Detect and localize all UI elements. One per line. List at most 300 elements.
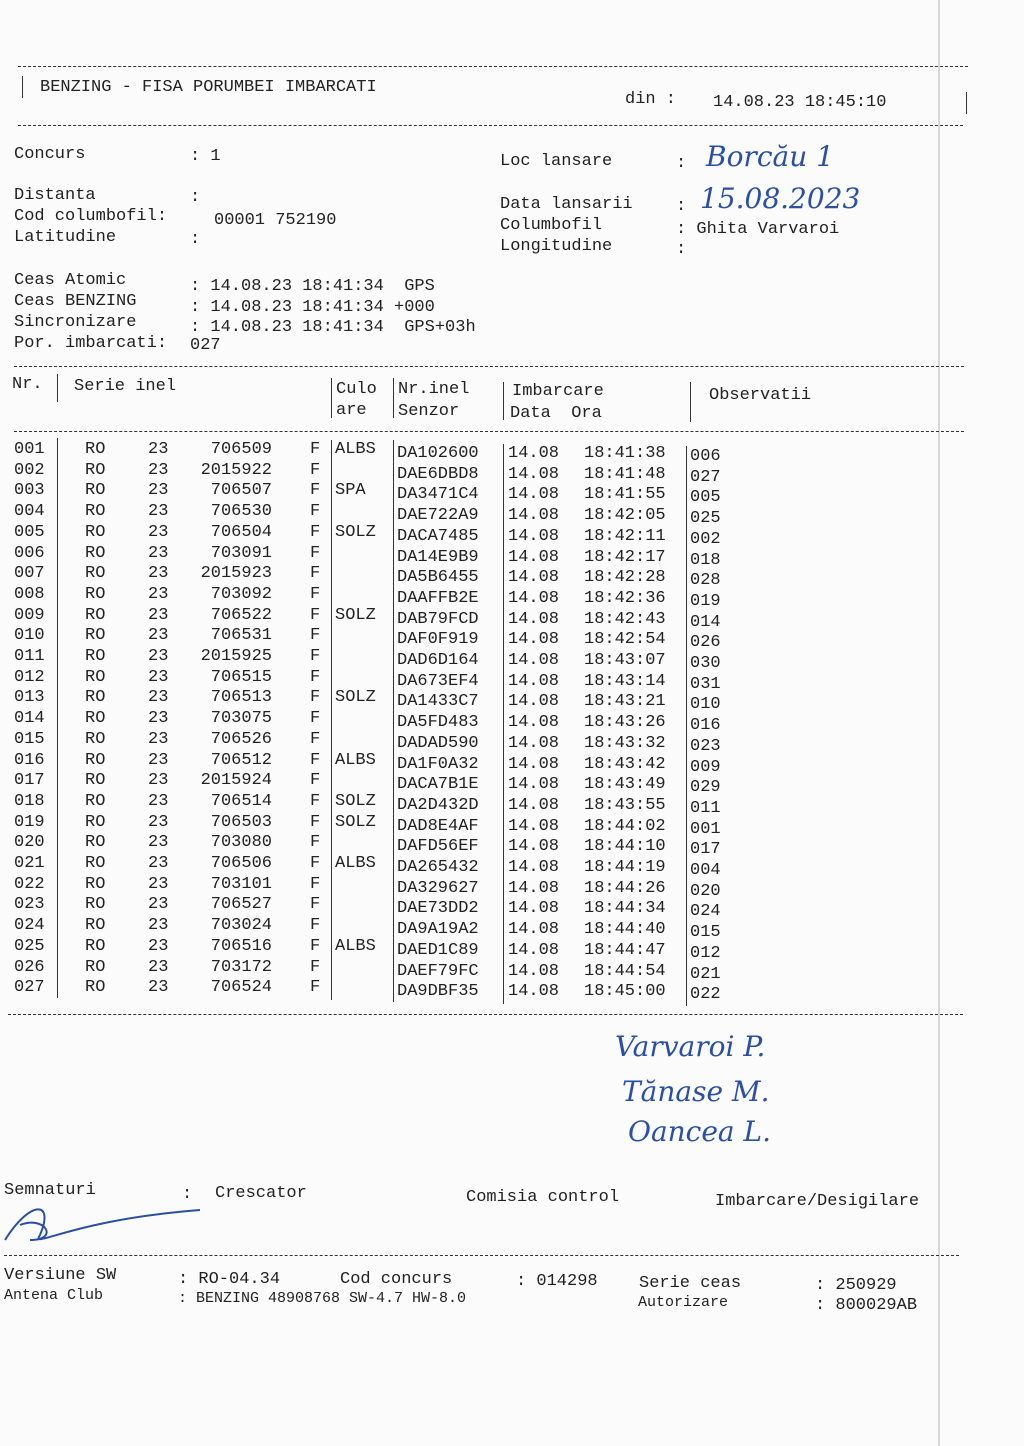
cell-observatii: 002: [690, 529, 721, 549]
cell-ora: 18:44:10: [584, 837, 666, 857]
latitudine-label: Latitudine: [14, 228, 117, 247]
cell-sex: F: [310, 833, 321, 853]
cell-data: 14.08: [508, 920, 560, 940]
cell-senzor: DA1F0A32: [397, 754, 479, 774]
cell-ring-number: 706531: [210, 626, 272, 646]
cell-year: 23: [148, 522, 169, 542]
loc-lansare-sep: :: [676, 154, 687, 173]
cell-nr: 005: [14, 522, 45, 542]
cell-nr: 015: [14, 729, 45, 749]
cell-senzor: DA102600: [397, 444, 479, 463]
cell-sex: F: [310, 626, 321, 646]
cell-ring-number: 703092: [210, 584, 272, 604]
cell-data: 14.08: [508, 899, 560, 919]
cell-observatii: 010: [690, 695, 721, 715]
cell-observatii: 025: [690, 509, 721, 529]
ceas-benzing-value: : 14.08.23 18:41:34 +000: [190, 298, 435, 317]
cell-country: RO: [85, 502, 106, 522]
cell-year: 23: [148, 771, 169, 791]
cell-nr: 010: [14, 626, 45, 646]
cell-sex: F: [310, 688, 321, 708]
cell-culoare: ALBS: [335, 440, 376, 459]
concurs-value: : 1: [190, 147, 221, 166]
col-header-nr: Nr.: [12, 375, 43, 394]
cell-senzor: DA265432: [397, 858, 479, 877]
cell-ring-number: 703080: [210, 833, 272, 853]
cell-observatii: 019: [690, 591, 721, 611]
crescator-signature-scribble: [0, 1195, 210, 1250]
col-header-culoare: Culo: [336, 380, 377, 399]
comisia-control-label: Comisia control: [466, 1188, 620, 1207]
cell-ora: 18:44:47: [584, 940, 666, 960]
cell-senzor: DA3471C4: [397, 485, 479, 505]
cell-observatii: 005: [690, 488, 721, 508]
cell-nr: 011: [14, 647, 45, 666]
cell-ora: 18:43:55: [584, 795, 666, 815]
cell-observatii: 011: [690, 798, 721, 818]
cell-country: RO: [85, 440, 106, 459]
divider: [57, 374, 58, 402]
cell-year: 23: [148, 916, 169, 936]
autorizare-value: : 800029AB: [815, 1296, 918, 1315]
cell-nr: 009: [14, 605, 45, 625]
cell-sex: F: [310, 522, 321, 542]
cell-data: 14.08: [508, 671, 560, 691]
cell-year: 23: [148, 584, 169, 604]
cell-nr: 014: [14, 709, 45, 729]
cell-data: 14.08: [508, 961, 560, 981]
cell-ora: 18:44:19: [584, 858, 666, 877]
cell-sex: F: [310, 605, 321, 625]
cell-ora: 18:43:14: [584, 671, 666, 691]
porumbei-imbarcati-value: 027: [190, 336, 221, 355]
porumbei-imbarcati-label: Por. imbarcati:: [14, 334, 168, 353]
divider: [503, 382, 504, 420]
columbofil-value: : Ghita Varvaroi: [676, 220, 840, 239]
distanta-label: Distanta: [14, 186, 96, 205]
cell-culoare: ALBS: [335, 854, 376, 873]
cell-sex: F: [310, 647, 321, 666]
cell-observatii: 021: [690, 964, 721, 984]
cell-observatii: 029: [690, 778, 721, 798]
cell-nr: 002: [14, 460, 45, 480]
cell-senzor: DA5B6455: [397, 568, 479, 588]
cell-sex: F: [310, 729, 321, 749]
cell-observatii: 001: [690, 819, 721, 839]
cell-nr: 017: [14, 771, 45, 791]
cell-ring-number: 706516: [210, 936, 272, 956]
sincronizare-value: : 14.08.23 18:41:34 GPS+03h: [190, 318, 476, 337]
cell-nr: 026: [14, 957, 45, 977]
imbarcare-desigilare-label: Imbarcare/Desigilare: [715, 1192, 920, 1211]
signature-handwritten: Tănase M.: [622, 1075, 770, 1108]
cell-data: 14.08: [508, 837, 560, 857]
divider: [393, 440, 394, 1002]
loc-lansare-handwritten: Borcău 1: [706, 140, 834, 173]
cell-senzor: DAEF79FC: [397, 961, 479, 981]
cell-culoare: SOLZ: [335, 688, 376, 708]
cell-observatii: 027: [690, 467, 721, 487]
cell-senzor: DAB79FCD: [397, 609, 479, 629]
cell-data: 14.08: [508, 878, 560, 898]
cell-observatii: 014: [690, 612, 721, 632]
cell-nr: 020: [14, 833, 45, 853]
cell-country: RO: [85, 584, 106, 604]
cell-country: RO: [85, 543, 106, 563]
sincronizare-label: Sincronizare: [14, 313, 137, 332]
divider: [966, 92, 967, 114]
cell-senzor: DA9A19A2: [397, 920, 479, 940]
cell-nr: 008: [14, 584, 45, 604]
cell-country: RO: [85, 771, 106, 791]
cell-country: RO: [85, 605, 106, 625]
cell-sex: F: [310, 978, 321, 998]
cell-ora: 18:44:26: [584, 878, 666, 898]
cell-observatii: 031: [690, 674, 721, 694]
cell-country: RO: [85, 729, 106, 749]
cell-sex: F: [310, 854, 321, 873]
columbofil-label: Columbofil: [500, 216, 603, 235]
cell-data: 14.08: [508, 630, 560, 650]
cell-year: 23: [148, 626, 169, 646]
cell-senzor: DAE6DBD8: [397, 464, 479, 484]
cell-year: 23: [148, 895, 169, 915]
latitudine-value: :: [190, 230, 201, 249]
cell-country: RO: [85, 626, 106, 646]
cell-ring-number: 2015922: [200, 460, 272, 480]
cell-country: RO: [85, 791, 106, 811]
cell-ora: 18:43:07: [584, 651, 666, 670]
cell-year: 23: [148, 605, 169, 625]
cod-columbofil-value: 00001 752190: [214, 211, 337, 230]
cell-ora: 18:42:05: [584, 506, 666, 526]
crescator-label: Crescator: [215, 1184, 307, 1203]
cell-observatii: 024: [690, 902, 721, 922]
cell-senzor: DA673EF4: [397, 671, 479, 691]
cell-data: 14.08: [508, 858, 560, 877]
cell-country: RO: [85, 522, 106, 542]
cell-culoare: ALBS: [335, 750, 376, 770]
cell-culoare: SPA: [335, 481, 366, 501]
cell-ring-number: 703101: [210, 874, 272, 894]
cell-nr: 021: [14, 854, 45, 873]
divider: [18, 66, 968, 67]
cell-observatii: 026: [690, 633, 721, 653]
autorizare-label: Autorizare: [638, 1294, 729, 1311]
cell-ora: 18:43:21: [584, 692, 666, 712]
cell-year: 23: [148, 957, 169, 977]
divider: [393, 378, 394, 418]
divider: [14, 366, 964, 367]
cell-senzor: DAF0F919: [397, 630, 479, 650]
cell-observatii: 004: [690, 861, 721, 880]
cell-senzor: DAE73DD2: [397, 899, 479, 919]
col-header-senzor: Senzor: [398, 402, 460, 421]
data-lansarii-handwritten: 15.08.2023: [700, 182, 861, 215]
cell-ora: 18:43:32: [584, 733, 666, 753]
cell-year: 23: [148, 791, 169, 811]
cell-data: 14.08: [508, 526, 560, 546]
cell-senzor: DAD8E4AF: [397, 816, 479, 836]
cell-year: 23: [148, 460, 169, 480]
cell-country: RO: [85, 750, 106, 770]
cell-ora: 18:41:48: [584, 464, 666, 484]
cell-observatii: 006: [690, 447, 721, 466]
cell-sex: F: [310, 460, 321, 480]
cell-sex: F: [310, 936, 321, 956]
cell-year: 23: [148, 874, 169, 894]
cell-observatii: 009: [690, 757, 721, 777]
cell-senzor: DADAD590: [397, 733, 479, 753]
divider: [503, 444, 504, 1004]
cell-country: RO: [85, 854, 106, 873]
cell-sex: F: [310, 874, 321, 894]
cell-observatii: 023: [690, 736, 721, 756]
cell-ring-number: 706526: [210, 729, 272, 749]
cod-concurs-label: Cod concurs: [340, 1270, 453, 1289]
cell-data: 14.08: [508, 754, 560, 774]
cell-ring-number: 706514: [210, 791, 272, 811]
data-lansarii-label: Data lansarii: [500, 195, 633, 214]
cell-country: RO: [85, 916, 106, 936]
cell-year: 23: [148, 709, 169, 729]
cell-ora: 18:43:49: [584, 775, 666, 795]
cell-ora: 18:42:43: [584, 609, 666, 629]
cell-ora: 18:44:40: [584, 920, 666, 940]
cod-columbofil-label: Cod columbofil:: [14, 207, 168, 226]
cell-observatii: 020: [690, 881, 721, 901]
cell-ring-number: 703075: [210, 709, 272, 729]
longitudine-value: :: [676, 240, 687, 259]
cell-sex: F: [310, 564, 321, 584]
cell-country: RO: [85, 460, 106, 480]
cell-ora: 18:42:28: [584, 568, 666, 588]
cell-nr: 012: [14, 667, 45, 687]
serie-ceas-label: Serie ceas: [639, 1274, 742, 1293]
col-header-data-ora: Data Ora: [510, 404, 602, 423]
cell-ring-number: 706530: [210, 502, 272, 522]
cell-country: RO: [85, 709, 106, 729]
loc-lansare-label: Loc lansare: [500, 152, 613, 171]
distanta-value: :: [190, 188, 201, 207]
cell-ora: 18:43:42: [584, 754, 666, 774]
cell-year: 23: [148, 543, 169, 563]
cell-observatii: 028: [690, 571, 721, 591]
cell-sex: F: [310, 957, 321, 977]
cell-ring-number: 2015924: [200, 771, 272, 791]
cell-ora: 18:44:54: [584, 961, 666, 981]
cell-sex: F: [310, 543, 321, 563]
cell-ring-number: 703024: [210, 916, 272, 936]
cell-senzor: DA2D432D: [397, 795, 479, 815]
cell-ring-number: 706512: [210, 750, 272, 770]
cell-senzor: DAE722A9: [397, 506, 479, 526]
cell-year: 23: [148, 978, 169, 998]
cell-data: 14.08: [508, 775, 560, 795]
cell-nr: 025: [14, 936, 45, 956]
cell-data: 14.08: [508, 651, 560, 670]
cell-observatii: 022: [690, 985, 721, 1005]
cell-year: 23: [148, 812, 169, 832]
cell-nr: 004: [14, 502, 45, 522]
cell-sex: F: [310, 791, 321, 811]
cell-culoare: SOLZ: [335, 522, 376, 542]
cell-ring-number: 703172: [210, 957, 272, 977]
cell-senzor: DACA7485: [397, 526, 479, 546]
cell-senzor: DA14E9B9: [397, 547, 479, 567]
cell-ring-number: 706513: [210, 688, 272, 708]
cell-year: 23: [148, 854, 169, 873]
ceas-benzing-label: Ceas BENZING: [14, 292, 137, 311]
cell-senzor: DAAFFB2E: [397, 588, 479, 608]
cell-year: 23: [148, 564, 169, 584]
cell-year: 23: [148, 688, 169, 708]
cell-nr: 022: [14, 874, 45, 894]
data-lansarii-sep: :: [676, 197, 687, 216]
cell-country: RO: [85, 688, 106, 708]
cell-country: RO: [85, 481, 106, 501]
cell-data: 14.08: [508, 485, 560, 505]
cell-year: 23: [148, 481, 169, 501]
cell-nr: 023: [14, 895, 45, 915]
cell-sex: F: [310, 667, 321, 687]
cell-country: RO: [85, 895, 106, 915]
cell-observatii: 015: [690, 923, 721, 943]
scan-edge: [938, 0, 940, 1446]
divider: [686, 446, 687, 1006]
cell-data: 14.08: [508, 982, 560, 1002]
serie-ceas-value: : 250929: [815, 1276, 897, 1295]
cell-ora: 18:43:26: [584, 713, 666, 733]
cell-data: 14.08: [508, 609, 560, 629]
cell-nr: 003: [14, 481, 45, 501]
cell-ora: 18:41:38: [584, 444, 666, 463]
cell-sex: F: [310, 895, 321, 915]
divider: [18, 125, 963, 126]
col-header-culoare-2: are: [336, 401, 367, 420]
cell-ring-number: 2015923: [200, 564, 272, 584]
cell-ring-number: 706506: [210, 854, 272, 873]
cell-ring-number: 706509: [210, 440, 272, 459]
cell-year: 23: [148, 440, 169, 459]
cell-sex: F: [310, 812, 321, 832]
cell-ora: 18:42:11: [584, 526, 666, 546]
din-label: din :: [625, 90, 677, 109]
cell-country: RO: [85, 874, 106, 894]
cell-sex: F: [310, 750, 321, 770]
cell-year: 23: [148, 502, 169, 522]
cell-senzor: DA9DBF35: [397, 982, 479, 1002]
cell-data: 14.08: [508, 568, 560, 588]
cell-culoare: SOLZ: [335, 605, 376, 625]
antena-club-label: Antena Club: [4, 1287, 104, 1304]
cell-nr: 024: [14, 916, 45, 936]
cell-ring-number: 703091: [210, 543, 272, 563]
cell-observatii: 030: [690, 654, 721, 673]
cell-year: 23: [148, 667, 169, 687]
cell-ring-number: 706515: [210, 667, 272, 687]
cell-ring-number: 2015925: [200, 647, 272, 666]
cell-data: 14.08: [508, 713, 560, 733]
cell-sex: F: [310, 440, 321, 459]
cell-nr: 006: [14, 543, 45, 563]
divider: [331, 440, 332, 1000]
cell-year: 23: [148, 833, 169, 853]
cell-year: 23: [148, 936, 169, 956]
cell-data: 14.08: [508, 506, 560, 526]
divider: [57, 438, 58, 998]
cell-ring-number: 706504: [210, 522, 272, 542]
cell-country: RO: [85, 833, 106, 853]
divider: [690, 382, 691, 422]
cell-data: 14.08: [508, 588, 560, 608]
divider: [4, 1255, 959, 1256]
cell-country: RO: [85, 564, 106, 584]
cell-ring-number: 706522: [210, 605, 272, 625]
cod-concurs-value: : 014298: [516, 1272, 598, 1291]
cell-country: RO: [85, 978, 106, 998]
cell-sex: F: [310, 709, 321, 729]
cell-sex: F: [310, 584, 321, 604]
cell-year: 23: [148, 750, 169, 770]
cell-data: 14.08: [508, 940, 560, 960]
cell-observatii: 017: [690, 840, 721, 860]
cell-sex: F: [310, 502, 321, 522]
cell-ora: 18:42:36: [584, 588, 666, 608]
cell-sex: F: [310, 771, 321, 791]
divider: [22, 76, 23, 98]
col-header-serie-inel: Serie inel: [74, 377, 177, 396]
cell-ora: 18:44:02: [584, 816, 666, 836]
divider: [14, 431, 964, 432]
cell-ora: 18:44:34: [584, 899, 666, 919]
cell-country: RO: [85, 667, 106, 687]
cell-nr: 019: [14, 812, 45, 832]
cell-culoare: ALBS: [335, 936, 376, 956]
cell-senzor: DA5FD483: [397, 713, 479, 733]
cell-country: RO: [85, 936, 106, 956]
cell-senzor: DA329627: [397, 878, 479, 898]
din-value: 14.08.23 18:45:10: [713, 93, 887, 112]
cell-country: RO: [85, 647, 106, 666]
cell-nr: 001: [14, 440, 45, 459]
col-header-observatii: Observatii: [709, 386, 812, 405]
cell-nr: 018: [14, 791, 45, 811]
cell-senzor: DAED1C89: [397, 940, 479, 960]
cell-ora: 18:41:55: [584, 485, 666, 505]
cell-data: 14.08: [508, 733, 560, 753]
cell-year: 23: [148, 729, 169, 749]
cell-senzor: DAFD56EF: [397, 837, 479, 857]
ceas-atomic-label: Ceas Atomic: [14, 271, 127, 290]
cell-country: RO: [85, 812, 106, 832]
cell-data: 14.08: [508, 795, 560, 815]
cell-ring-number: 706527: [210, 895, 272, 915]
cell-senzor: DAD6D164: [397, 651, 479, 670]
signature-handwritten: Varvaroi P.: [615, 1030, 766, 1063]
concurs-label: Concurs: [14, 145, 86, 164]
cell-sex: F: [310, 916, 321, 936]
cell-data: 14.08: [508, 816, 560, 836]
cell-ora: 18:42:17: [584, 547, 666, 567]
divider: [8, 1014, 963, 1015]
cell-nr: 013: [14, 688, 45, 708]
cell-sex: F: [310, 481, 321, 501]
cell-ring-number: 706503: [210, 812, 272, 832]
divider: [331, 378, 332, 418]
cell-culoare: SOLZ: [335, 791, 376, 811]
cell-culoare: SOLZ: [335, 812, 376, 832]
